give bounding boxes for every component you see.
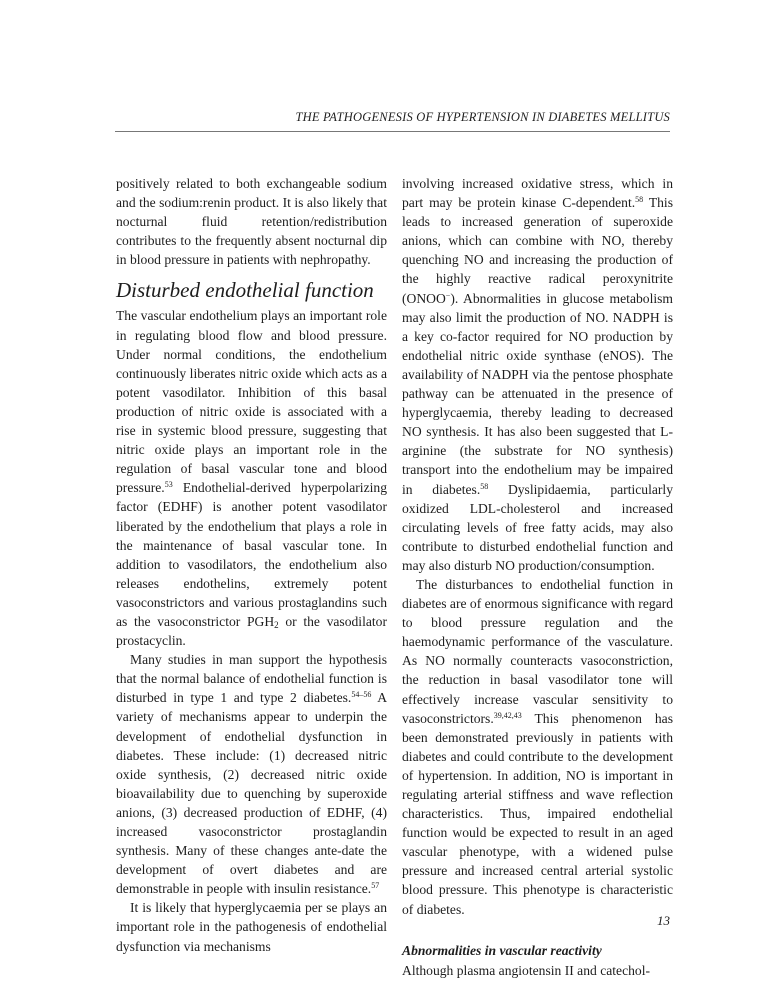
paragraph: It is likely that hyperglycaemia per se plays an important role in the pathogenesis of endothelial dysfunction via mechanisms [116,900,387,954]
paragraph [116,650,387,898]
section-title: Disturbed endothelial function [116,278,374,303]
text-run: A variety of mechanisms appear to underpin the development of endothelial dysfunction in diabetes. These include: (1) decreased nitric oxide synthesis, (2) decreased nitric oxide bioavailability due to quenching by superoxide anions, (3) decreased production of EDHF, (4) increased vasoconstrictor prostaglandin synthesis. Many of these changes ante-date the development of overt diabetes and are demonstrable in people with insulin resistance. [116,690,388,897]
running-head: THE PATHOGENESIS OF HYPERTENSION IN DIABETES MELLITUS [295,110,670,124]
citation-ref: 39,42,43 [493,710,522,720]
text-run: involving increased oxidative stress, which in part may be protein kinase C-dependent. [402,176,673,211]
charge-superscript: − [445,290,451,300]
text-run: Dyslipidaemia, particularly oxidized LDL-cholesterol and increased circulating levels of free fatty acids, may also contribute to disturbed endothelial function and may also disturb NO production/consumption. [402,481,673,573]
citation-ref: 53 [164,480,173,490]
text-run: This leads to increased generation of superoxide anions, which can combine with NO, thereby quenching NO and increasing the production of the highly reactive radical peroxynitrite (ONOO [402,195,673,306]
citation-ref: 54–56 [351,690,372,700]
text-run: or the vasodilator prostacyclin. [116,613,387,649]
paragraph: Although plasma angiotensin II and catechol- [402,962,651,978]
text-run: Endothelial-derived hyperpolarizing factor (EDHF) is another potent vasodilator liberated by the endothelium that plays a role in the maintenance of basal vascular tone. In addition to vasodilators, the endothelium also releases endothelins, extremely potent vasoconstrictors and various prostaglandins such as the vasoconstrictor PGH [116,480,387,629]
citation-ref: 58 [635,195,644,205]
page-number: 13 [657,913,670,928]
text-run: ). Abnormalities in glucose metabolism may also limit the production of NO. NADPH is a key co-factor required for NO production by endothelial nitric oxide synthase (eNOS). The availability of NADPH via the pentose phosphate pathway can be attenuated in the presence of hyperglycaemia, thereby leading to decreased NO synthesis. It has also been suggested that L-arginine (the substrate for NO synthesis) transport into the endothelium may be impaired in diabetes. [402,290,673,497]
citation-ref: 57 [371,881,380,891]
text-run: Many studies in man support the hypothesis that the normal balance of endothelial function is disturbed in type 1 and type 2 diabetes. [116,652,387,706]
paragraph [116,306,387,650]
left-column [116,174,387,956]
right-column [402,174,673,980]
header-rule [115,131,670,132]
paragraph [402,174,673,575]
citation-ref: 58 [480,481,489,491]
text-run: The disturbances to endothelial function in diabetes are of enormous significance with regard to blood pressure regulation and the haemodynamic performance of the vasculature. As NO normally counteracts vasoconstriction, the reduction in basal vasodilator tone will effectively increase vascular sensitivity to vasoconstrictors. [402,576,674,726]
subscript: 2 [274,619,279,630]
subsection-title: Abnormalities in vascular reactivity [402,942,602,958]
paragraph: positively related to both exchangeable sodium and the sodium:renin product. It is also likely that nocturnal fluid retention/redistribution contributes to the frequently absent nocturnal dip in blood pressure in patients with nephropathy. [116,176,387,268]
paragraph [402,575,673,919]
text-run: This phenomenon has been demonstrated previously in patients with diabetes and could contribute to the development of hypertension. In addition, NO is important in regulating arterial stiffness and wave reflection characteristics. Thus, impaired endothelial function would be expected to result in an aged vascular phenotype, with a widened pulse pressure and increased central arterial systolic blood pressure. This phenotype is characteristic of diabetes. [402,710,673,917]
text-run: The vascular endothelium plays an important role in regulating blood flow and blood pressure. Under normal conditions, the endothelium continuously liberates nitric oxide which acts as a potent vasodilator. Inhibition of this basal production of nitric oxide is associated with a rise in systemic blood pressure, suggesting that nitric oxide plays an important role in the regulation of basal vascular tone and blood pressure. [116,308,387,496]
